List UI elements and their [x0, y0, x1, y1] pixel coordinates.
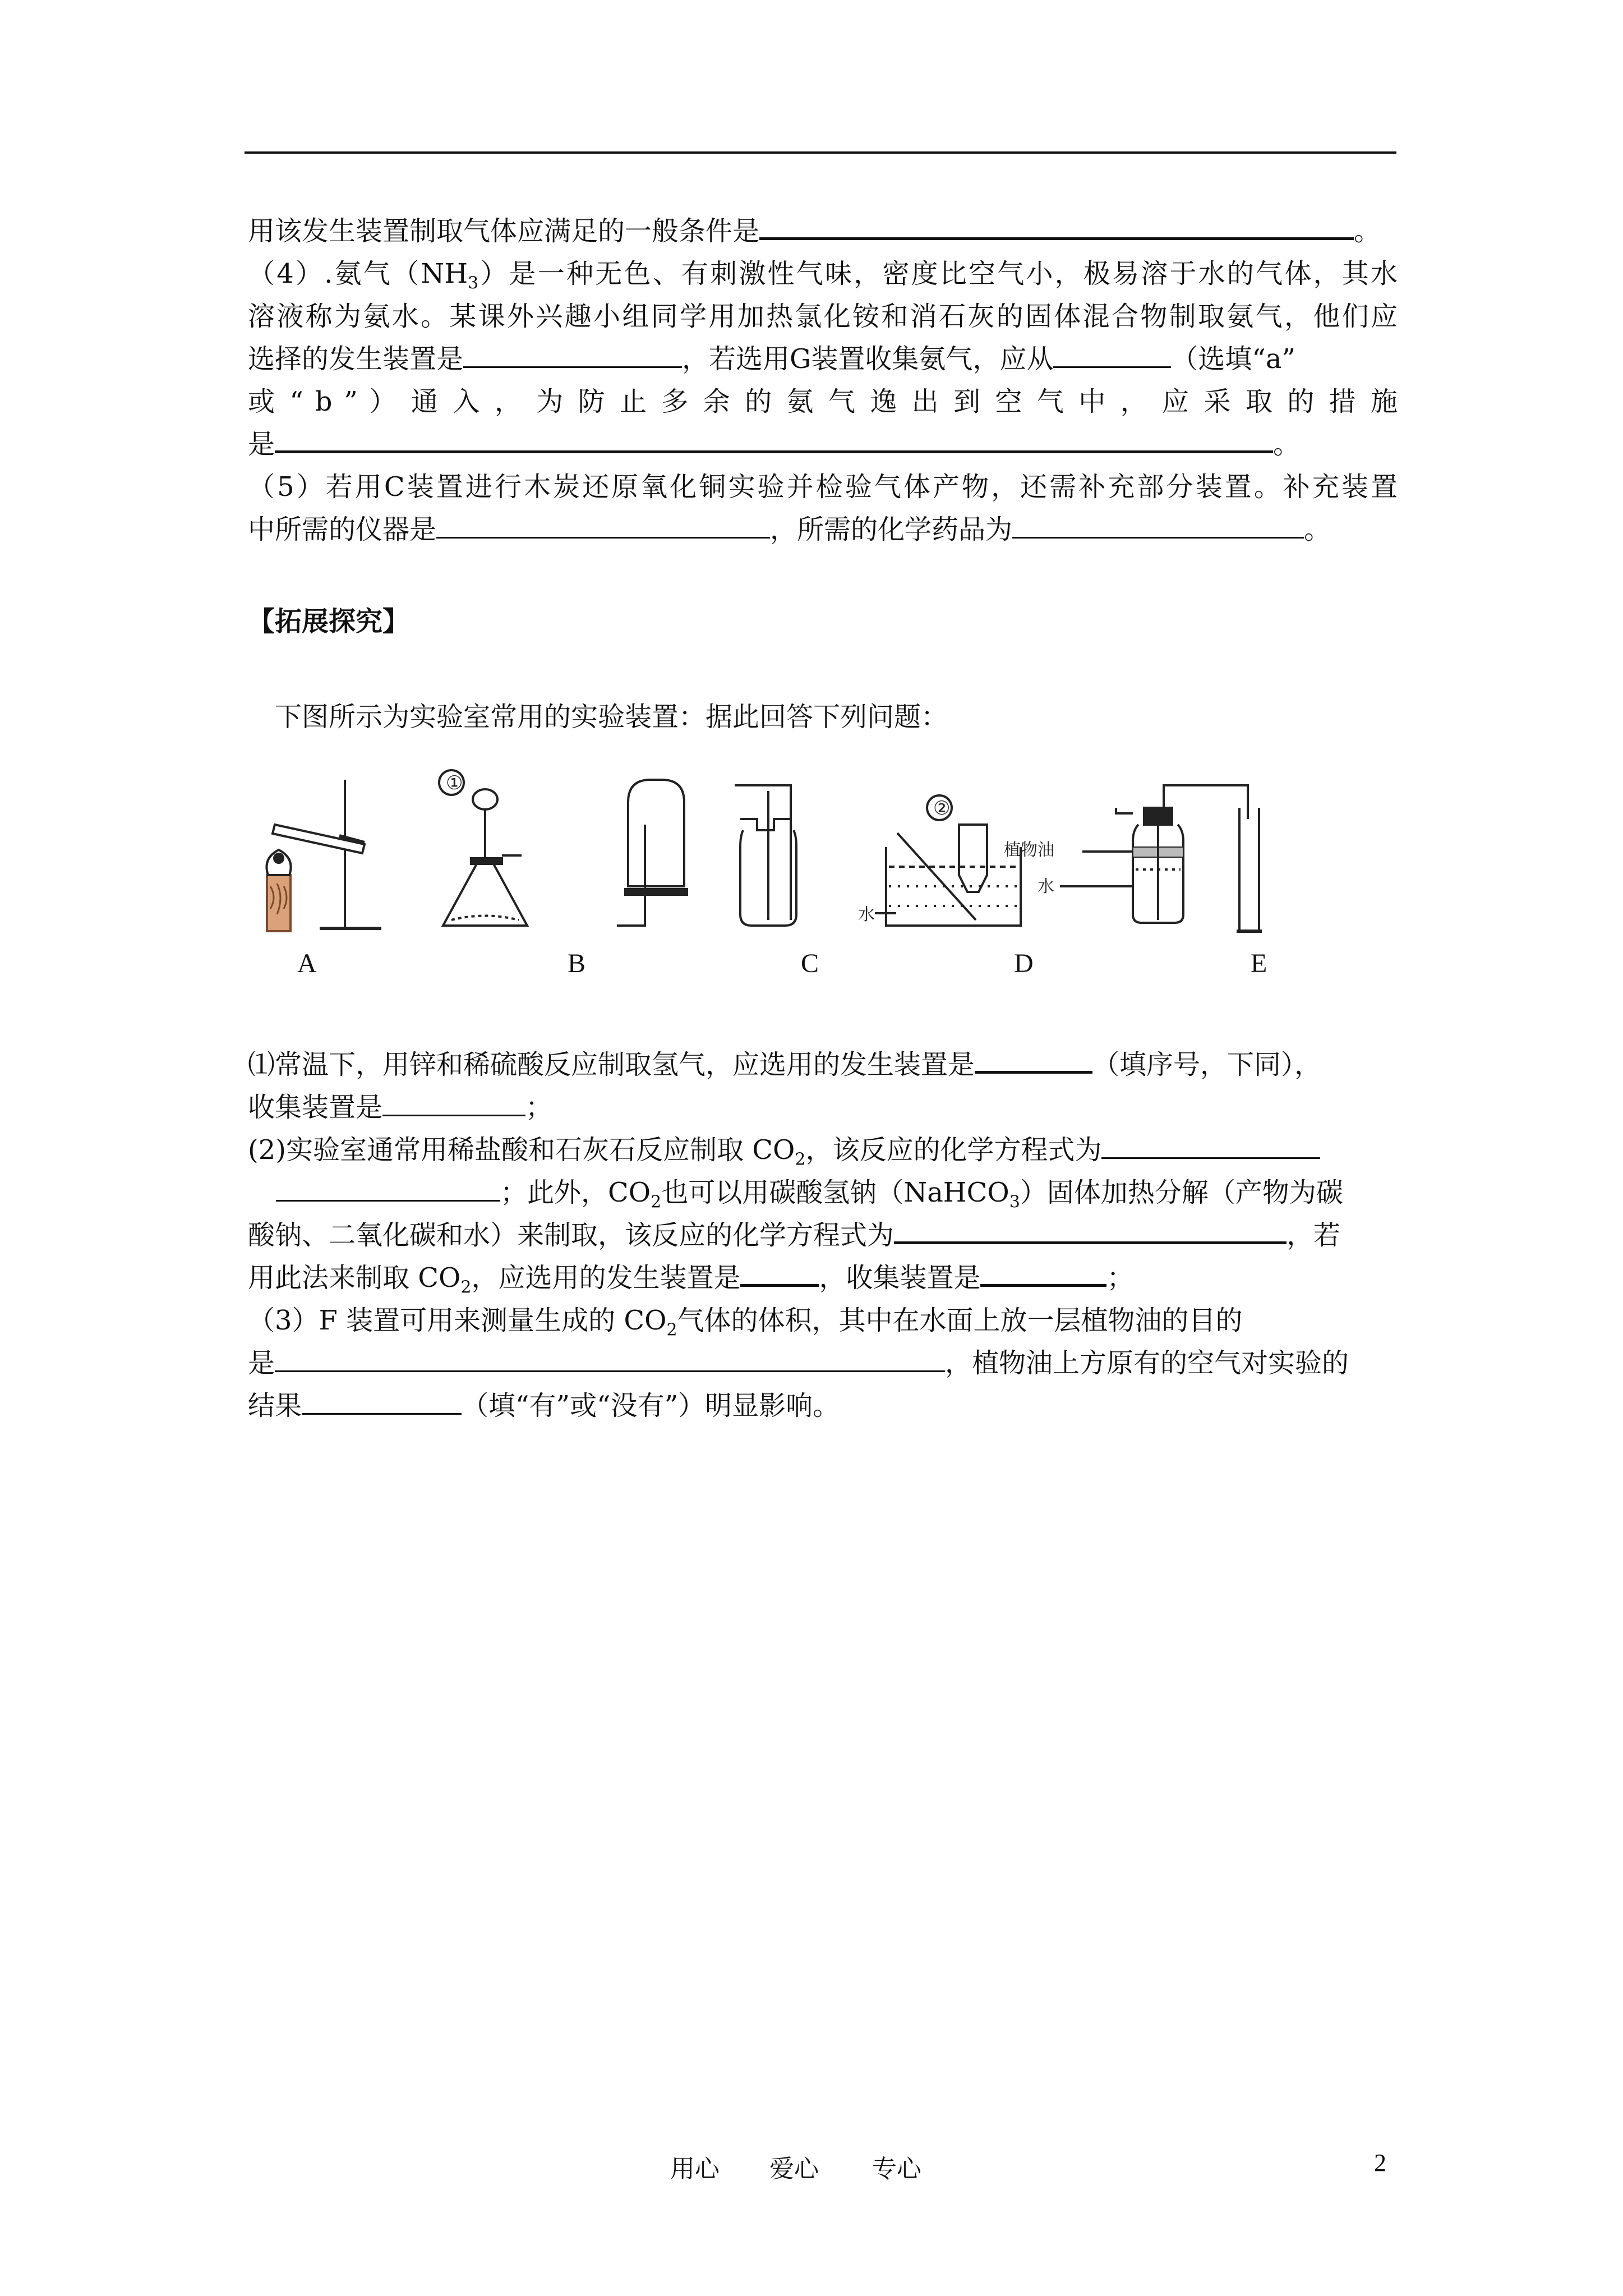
- footer-text-1: 用心: [670, 2155, 720, 2183]
- fig-label-a: A: [297, 949, 317, 978]
- q2-line1: (2)实验室通常用稀盐酸和石灰石反应制取 $CO_2$，该反应的化学方程式为: [248, 1129, 1398, 1171]
- answer-blank[interactable]: [275, 426, 1273, 453]
- answer-blank[interactable]: [894, 1217, 1287, 1244]
- q1-line2: 收集装置是 ；: [248, 1086, 1398, 1129]
- q4-line2: 溶液称为氨水。某课外兴趣小组同学用加热氯化铵和消石灰的固体混合物制取氨气，他们应: [248, 301, 1398, 332]
- answer-blank[interactable]: [1053, 342, 1171, 368]
- oil-label-e: 植物油: [1004, 840, 1054, 860]
- answer-blank[interactable]: [463, 342, 682, 368]
- footer-text-3: 专心: [872, 2155, 921, 2183]
- header-rule: [245, 151, 1396, 154]
- apparatus-b-icon: [439, 770, 527, 926]
- q4-line3: 选择的发生装置是 ，若选用G装置收集氨气，应从 （选填“a”: [248, 338, 1398, 380]
- footer-text-2: 爱心: [769, 2155, 819, 2183]
- answer-blank[interactable]: [1012, 512, 1304, 539]
- fig-label-e: E: [1251, 949, 1267, 978]
- q4-line1: （4）.氨气$(NH_3)$是一种无色、有刺激性气味，密度比空气小，极易溶于水的气体，其水: [248, 258, 1398, 293]
- apparatus-f-icon: [1004, 785, 1262, 931]
- answer-blank[interactable]: [759, 213, 1354, 240]
- q3-line2: 是 ，植物油上方原有的空气对实验的: [248, 1342, 1398, 1384]
- section-heading: 【拓展探究】: [248, 606, 410, 637]
- q3-line1: （3）F 装置可用来测量生成的 $CO_2$气体的体积，其中在水面上放一层植物油的目的: [248, 1305, 1243, 1340]
- apparatus-a-icon: [266, 780, 381, 931]
- fig-label-d: D: [1014, 949, 1034, 978]
- answer-blank[interactable]: [436, 512, 770, 539]
- apparatus-c-icon: [617, 780, 687, 926]
- circle1-label: ①: [446, 772, 463, 794]
- section-previous-questions: [248, 210, 1398, 551]
- answer-blank[interactable]: [382, 1090, 525, 1116]
- q2-line2: ；此外，$CO_2$也可以用碳酸氢钠（NaHCO$_3$）固体加热分解（产物为碳: [248, 1171, 1398, 1214]
- apparatus-figure: [236, 757, 1301, 942]
- q3-continuation: 用该发生装置制取气体应满足的一般条件是 。: [248, 210, 1398, 252]
- water-label-d: 水: [858, 905, 875, 924]
- fig-label-b: B: [568, 949, 586, 978]
- q5-line1: （5）若用C装置进行木炭还原氧化铜实验并检验气体产物，还需补充部分装置。补充装置: [248, 471, 1398, 503]
- q1-line1: ⑴常温下，用锌和稀硫酸反应制取氢气，应选用的发生装置是 （填序号，下同），: [248, 1043, 1398, 1086]
- apparatus-e-icon: [858, 795, 1021, 926]
- answer-blank[interactable]: [302, 1388, 462, 1415]
- q2-line4: 用此法来制取 $CO_2$，应选用的发生装置是 ，收集装置是 ；: [248, 1257, 1398, 1299]
- section-intro: 下图所示为实验室常用的实验装置：据此回答下列问题：: [275, 701, 948, 733]
- apparatus-d-icon: [735, 785, 796, 926]
- fig-label-c: C: [801, 949, 819, 978]
- q4-line5: 是 。: [248, 423, 1398, 466]
- page-number: 2: [1374, 2149, 1386, 2177]
- water-label-e: 水: [1038, 877, 1054, 896]
- q5-line2: 中所需的仪器是 ，所需的化学药品为 。: [248, 508, 1398, 551]
- answer-blank[interactable]: [740, 1259, 819, 1287]
- q2-line3: 酸钠、二氧化碳和水）来制取，该反应的化学方程式为 ，若: [248, 1214, 1398, 1257]
- answer-blank[interactable]: [975, 1046, 1092, 1074]
- answer-blank[interactable]: [276, 1175, 500, 1202]
- circle2-label: ②: [933, 797, 951, 820]
- q3-line3: 结果 （填“有”或“没有”）明显影响。: [248, 1384, 1398, 1427]
- answer-blank[interactable]: [1101, 1133, 1320, 1159]
- answer-blank[interactable]: [980, 1259, 1106, 1287]
- q4-line4: 或 “ b ” ） 通 入 ， 为 防 止 多 余 的 氨 气 逸 出 到 空 气 中 ， 应 采 取 的 措 施: [248, 386, 1398, 417]
- answer-blank[interactable]: [275, 1346, 945, 1372]
- section-questions: [248, 1043, 1398, 1427]
